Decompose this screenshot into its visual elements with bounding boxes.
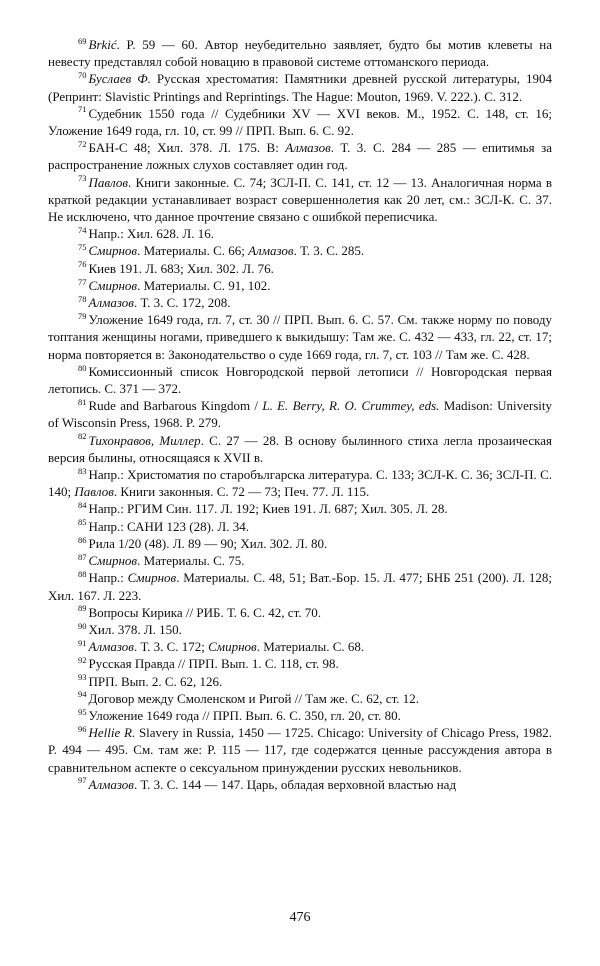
footnote — [48, 277, 552, 294]
footnote-number: 92 — [78, 654, 87, 665]
footnote-text: Напр.: РГИМ Син. 117. Л. 192; Киев 191. Л. 687; Хил. 305. Л. 28. — [88, 501, 448, 517]
footnote — [48, 70, 552, 104]
footnote-text: . Материалы. С. 75. — [137, 553, 245, 569]
footnote-text: Slavery in Russia, 1450 — 1725. Chicago: University of Chicago Press, 1982. P. 494 — 495. См. там же: P. 115 — 117, где содержатся ценные рассуждения автора в сравнительном аспекте о сексуальном принуждении русских невольников. — [48, 725, 552, 775]
footnote — [48, 36, 552, 70]
footnote-text: . Книги законные. С. 74; ЗСЛ-П. С. 141, ст. 12 — 13. Аналогичная норма в краткой редакции устанавливает возраст совершеннолетия как 20 лет, см.: ЗСЛ-К. С. 37. Не исключено, что данное прочтение связано с ошибкой переписчика. — [48, 174, 552, 225]
footnote-number: 91 — [78, 637, 87, 648]
footnote-number: 87 — [78, 551, 87, 562]
footnote-number: 84 — [78, 500, 87, 511]
footnote-author: Смирнов — [208, 639, 257, 655]
footnote — [48, 500, 552, 517]
footnote — [48, 673, 552, 690]
footnote — [48, 260, 552, 277]
footnote — [48, 242, 552, 259]
footnote-text: Напр.: Хил. 628. Л. 16. — [88, 226, 214, 242]
footnote-author: Алмазов — [88, 295, 134, 311]
footnote-text: . Т. 3. С. 172; — [133, 639, 209, 655]
footnote-text: ПРП. Вып. 2. С. 62, 126. — [88, 673, 223, 689]
footnote-author: Brkić — [88, 37, 117, 52]
footnote — [48, 535, 552, 552]
footnote — [48, 518, 552, 535]
footnote — [48, 397, 552, 431]
footnote — [48, 363, 552, 397]
page-number: 476 — [289, 910, 311, 925]
footnote-author: Тихонравов, Миллер — [88, 432, 201, 448]
footnote-number: 72 — [78, 138, 87, 149]
footnote-author: Смирнов — [88, 277, 138, 293]
footnote — [48, 569, 552, 603]
footnote — [48, 638, 552, 655]
footnote-number: 82 — [78, 431, 87, 442]
footnote-author: Hellie R. — [88, 725, 136, 741]
footnote-text: Киев 191. Л. 683; Хил. 302. Л. 76. — [88, 260, 274, 276]
footnote-text: Напр.: САНИ 123 (28). Л. 34. — [88, 518, 249, 534]
footnote-author: Алмазов — [88, 776, 134, 792]
footnote-number: 83 — [78, 465, 87, 476]
footnote-number: 69 — [78, 35, 87, 46]
footnote-number: 93 — [78, 672, 87, 683]
footnotes-list — [48, 36, 552, 793]
footnote — [48, 105, 552, 139]
footnote-number: 75 — [78, 242, 87, 253]
footnote-number: 74 — [78, 224, 87, 235]
footnote-text: Напр.: Христоматия по старобългарска литература. С. 133; ЗСЛ-К. С. 36; ЗСЛ-П. С. 140; — [48, 467, 552, 500]
footnote-text: . Т. 3. С. 172, 208. — [133, 295, 231, 311]
footnote-number: 85 — [78, 517, 87, 528]
footnote-text: . Материалы. С. 91, 102. — [137, 277, 271, 293]
footnote-text: . Материалы. С. 66; — [137, 243, 249, 259]
footnote-number: 89 — [78, 603, 87, 614]
footnote-text: Русская хрестоматия: Памятники древней русской литературы, 1904 (Репринт: Slavistic Printings and Reprintings. The Hague: Mouton, 1969. V. 222.). С. 312. — [48, 71, 553, 104]
footnote-text: . Т. 3. С. 144 — 147. Царь, обладая верховной властью над — [133, 776, 457, 792]
footnote-number: 79 — [78, 310, 87, 321]
footnote-text: Напр.: — [88, 570, 128, 586]
footnote — [48, 621, 552, 638]
footnote-author: Смирнов — [88, 243, 138, 259]
footnote — [48, 294, 552, 311]
footnote-text: . P. 59 — 60. Автор неубедительно заявляет, будто бы мотив клеветы на невесту представлял собой новацию в правовой системе оттоманского периода. — [48, 37, 552, 70]
footnote-text: Комиссионный список Новгородской первой летописи // Новгородская первая летопись. С. 371 — 372. — [48, 363, 552, 397]
footnote-number: 76 — [78, 259, 87, 270]
footnote-number: 90 — [78, 620, 87, 631]
footnote — [48, 311, 552, 363]
footnote-number: 78 — [78, 293, 87, 304]
footnote-author: Павлов — [74, 484, 114, 500]
footnote-number: 95 — [78, 706, 87, 717]
footnote-author: Павлов — [88, 174, 129, 190]
footnote-text: . Т. 3. С. 284 — 285 — епитимья за распространение ложных слухов составляет один год. — [48, 140, 552, 173]
footnote — [48, 724, 552, 776]
footnote — [48, 707, 552, 724]
footnote-number: 86 — [78, 534, 87, 545]
footnote-text: . Т. 3. С. 285. — [293, 243, 365, 259]
footnote-text: Уложение 1649 года // ПРП. Вып. 6. С. 350, гл. 20, ст. 80. — [88, 707, 401, 723]
footnote-text: Русская Правда // ПРП. Вып. 1. С. 118, ст. 98. — [88, 656, 339, 672]
footnote — [48, 225, 552, 242]
footnote-number: 71 — [78, 104, 87, 115]
footnote-text: БАН-С 48; Хил. 378. Л. 175. В: — [88, 140, 286, 156]
footnote-author: Алмазов — [248, 243, 294, 259]
footnote-number: 80 — [78, 362, 87, 373]
footnote-text: Судебник 1550 года // Судебники XV — XVI веков. М., 1952. С. 148, ст. 16; Уложение 1649 года, гл. 10, ст. 99 // ПРП. Вып. 6. С. 92. — [48, 105, 552, 139]
footnote-text: Рила 1/20 (48). Л. 89 — 90; Хил. 302. Л. 80. — [88, 535, 328, 551]
footnote-text: . С. 27 — 28. В основу былинного стиха легла прозаическая версия былины, относящаяся к XVII в. — [48, 432, 552, 465]
footnote — [48, 655, 552, 672]
footnote-number: 94 — [78, 689, 87, 700]
footnote-author: Смирнов — [88, 553, 138, 569]
footnote-text: Договор между Смоленском и Ригой // Там же. С. 62, ст. 12. — [88, 690, 420, 706]
footnote-text: . Материалы. С. 48, 51; Ват.-Бор. 15. Л. 477; БНБ 251 (200). Л. 128; Хил. 167. Л. 223. — [48, 570, 552, 603]
footnote — [48, 139, 552, 173]
footnote-text: Вопросы Кирика // РИБ. Т. 6. С. 42, ст. 70. — [88, 604, 322, 620]
footnote — [48, 776, 552, 793]
footnote — [48, 690, 552, 707]
footnote-number: 70 — [78, 70, 87, 81]
footnote — [48, 174, 552, 226]
footnote-text: Хил. 378. Л. 150. — [88, 621, 182, 637]
footnote — [48, 552, 552, 569]
footnote-text: . Книги законныя. С. 72 — 73; Печ. 77. Л. 115. — [113, 484, 370, 500]
footnote-number: 96 — [78, 723, 87, 734]
footnote-author: Буслаев Ф. — [88, 71, 151, 87]
footnote-author: Смирнов — [127, 570, 177, 586]
footnote-author: L. E. Berry, R. O. Crummey, eds. — [262, 398, 440, 414]
footnote — [48, 604, 552, 621]
footnote-number: 88 — [78, 568, 87, 579]
footnote — [48, 466, 552, 500]
footnote-author: Алмазов — [88, 639, 134, 655]
footnote-number: 81 — [78, 396, 87, 407]
footnote-number: 77 — [78, 276, 87, 287]
footnote-number: 73 — [78, 173, 87, 184]
footnote-author: Алмазов — [285, 140, 331, 156]
footnote-text: Madison: University of Wisconsin Press, 1968. P. 279. — [48, 398, 552, 431]
footnote-text: Rude and Barbarous Kingdom / — [88, 398, 263, 414]
footnote-text: Уложение 1649 года, гл. 7, ст. 30 // ПРП. Вып. 6. С. 57. См. также норму по поводу топтания женщины ногами, приведшего к выкидышу: Там же. С. 432 — 433, гл. 22, ст. 17; норма повторяется в: Законодательство о суде 1669 года, гл. 7, ст. 103 // Там же. С. 428. — [48, 312, 552, 362]
footnote-number: 97 — [78, 775, 87, 786]
footnote — [48, 432, 552, 466]
footnote-text: . Материалы. С. 68. — [256, 639, 365, 655]
